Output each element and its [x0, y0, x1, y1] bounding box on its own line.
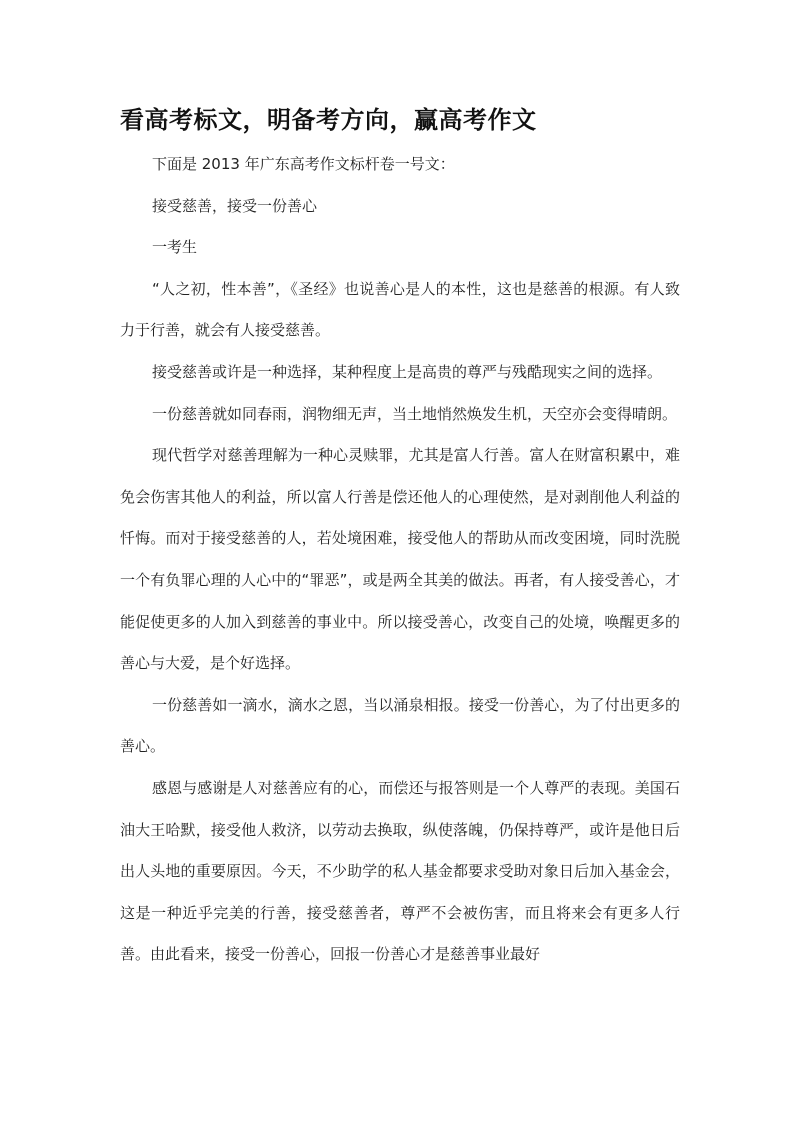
paragraph-body-6: 感恩与感谢是人对慈善应有的心，而偿还与报答则是一个人尊严的表现。美国石油大王哈默，接受他人救济，以劳动去换取，纵使落魄，仍保持尊严，或许是他日后出人头地的重要原因。今天，不少助学的私人基金都要求受助对象日后加入基金会，这是一种近乎完美的行善，接受慈善者，尊严不会被伤害，而且将来会有更多人行善。由此看来，接受一份善心，回报一份善心才是慈善事业最好: [120, 778, 680, 964]
paragraph-body-1: “人之初，性本善”，《圣经》也说善心是人的本性，这也是慈善的根源。有人致力于行善，就会有人接受慈善。: [120, 279, 680, 340]
paragraph-body-4: 现代哲学对慈善理解为一种心灵赎罪，尤其是富人行善。富人在财富积累中，难免会伤害其他人的利益，所以富人行善是偿还他人的心理使然，是对剥削他人利益的忏悔。而对于接受慈善的人，若处境困难，接受他人的帮助从而改变困境，同时洗脱一个有负罪心理的人心中的“罪恶”，或是两全其美的做法。再者，有人接受善心，才能促使更多的人加入到慈善的事业中。所以接受善心，改变自己的处境，唤醒更多的善心与大爱，是个好选择。: [120, 446, 680, 673]
paragraph-body-3: 一份慈善就如同春雨，润物细无声，当土地悄然焕发生机，天空亦会变得晴朗。: [152, 404, 678, 423]
document-title: 看高考标文，明备考方向，赢高考作文: [120, 106, 537, 134]
document-page: [120, 96, 680, 976]
paragraph-author: 一考生: [152, 238, 198, 257]
paragraph-essay-title: 接受慈善，接受一份善心: [152, 196, 318, 215]
paragraph-body-5: 一份慈善如一滴水，滴水之恩，当以涌泉相报。接受一份善心，为了付出更多的善心。: [120, 695, 680, 756]
paragraph-intro: 下面是 2013 年广东高考作文标杆卷一号文：: [152, 155, 455, 173]
paragraph-body-2: 接受慈善或许是一种选择，某种程度上是高贵的尊严与残酷现实之间的选择。: [152, 362, 663, 381]
